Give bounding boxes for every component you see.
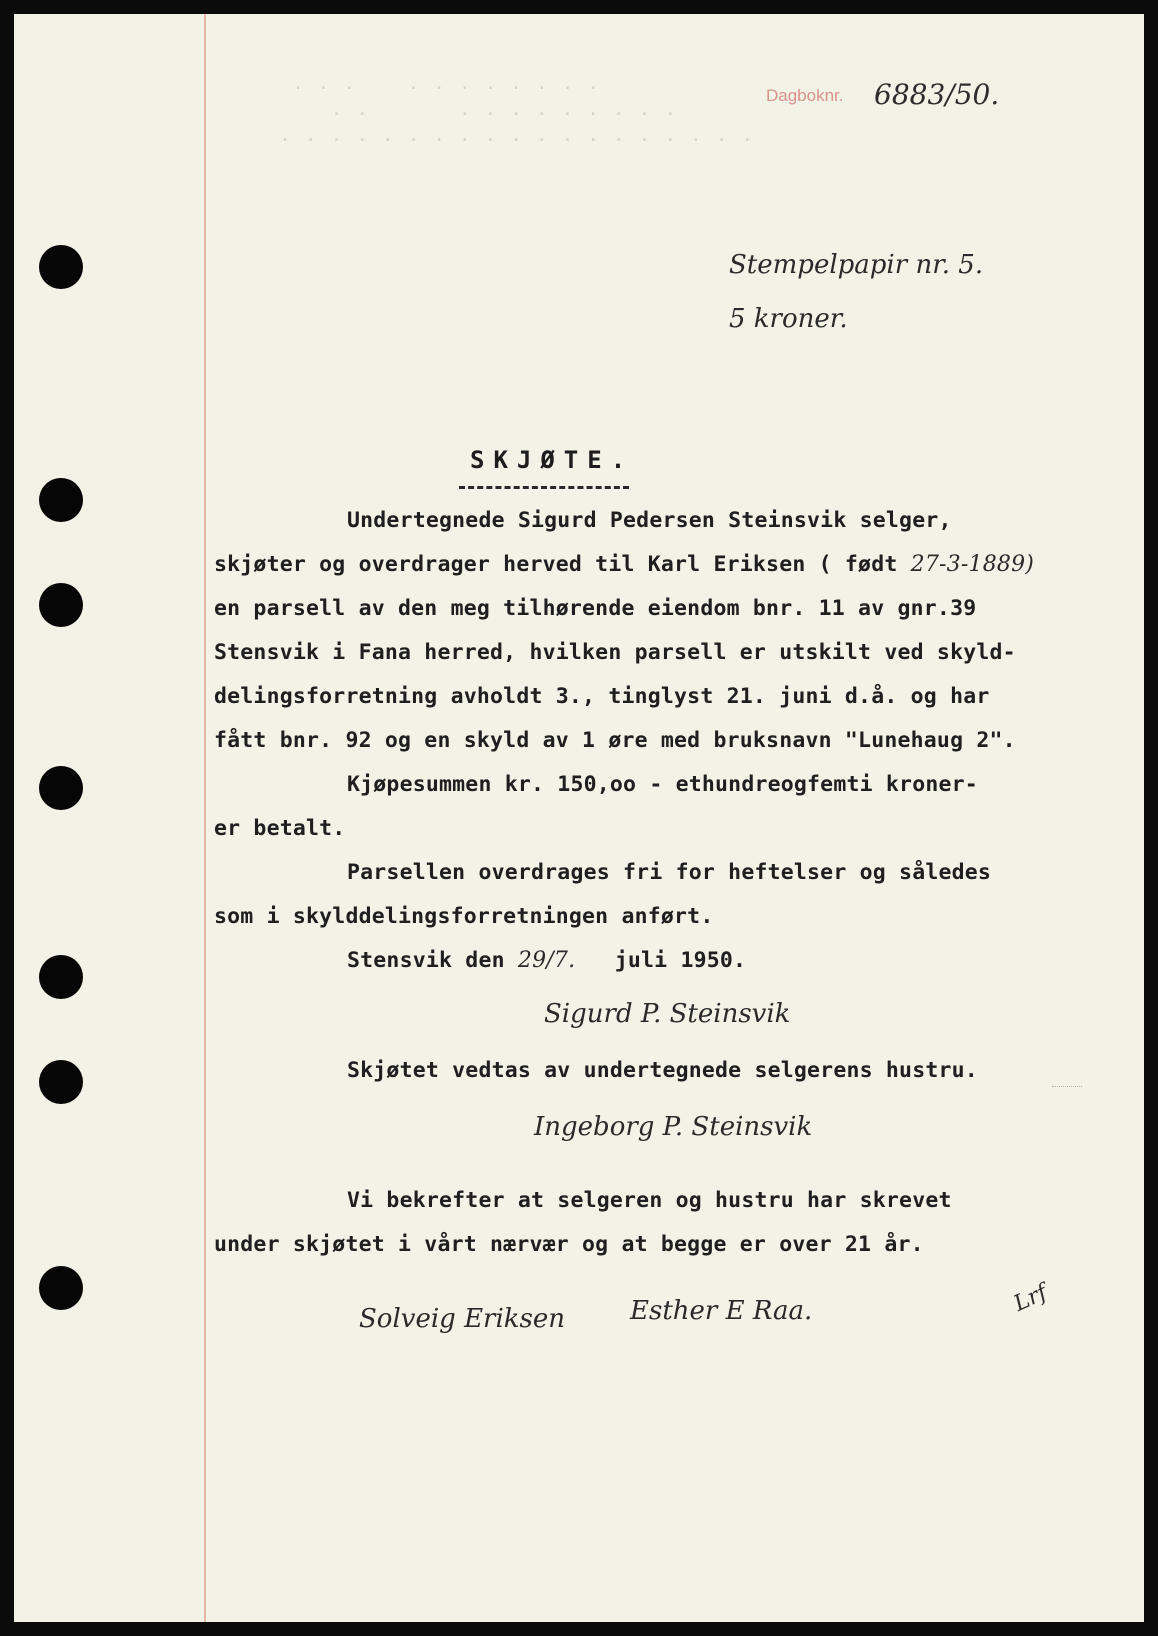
title-underline: [459, 486, 629, 489]
pencil-mark: [1052, 1086, 1082, 1105]
initials-mark: Lrf: [1010, 1280, 1052, 1317]
text-line: Vi bekrefter at selgeren og hustru har skrevet: [347, 1188, 952, 1213]
witness-signature: Esther E Raa.: [630, 1296, 813, 1326]
faded-stamp-impression: · · · · · · · · · · · · · · · · · · · · · · · · · · · · · · · · · · · · · · · · ·: [279, 78, 755, 151]
punch-hole: [39, 1060, 83, 1104]
text-line: Kjøpesummen kr. 150,oo - ethundreogfemti kroner-: [347, 772, 978, 797]
dagbok-label: Dagboknr.: [766, 86, 844, 105]
punch-hole: [39, 583, 83, 627]
text-line: Parsellen overdrages fri for heftelser og således: [347, 860, 992, 885]
punch-hole: [39, 955, 83, 999]
punch-hole: [39, 1266, 83, 1310]
text-line: som i skylddelingsforretningen anført.: [214, 904, 714, 929]
text-line: Skjøtet vedtas av undertegnede selgerens hustru.: [347, 1058, 978, 1083]
document-title: SKJØTE.: [470, 446, 635, 474]
punch-hole: [39, 766, 83, 810]
witness-signature: Solveig Eriksen: [359, 1304, 566, 1334]
stamp-paper-note: Stempelpapir nr. 5.: [729, 250, 984, 280]
text-line: en parsell av den meg tilhørende eiendom bnr. 11 av gnr.39: [214, 596, 977, 621]
text-line: Undertegnede Sigurd Pedersen Steinsvik selger,: [347, 508, 952, 533]
punch-hole: [39, 478, 83, 522]
text-line: fått bnr. 92 og en skyld av 1 øre med bruksnavn "Lunehaug 2".: [214, 728, 1016, 753]
margin-line: [204, 14, 206, 1622]
text-line: under skjøtet i vårt nærvær og at begge er over 21 år.: [214, 1232, 924, 1257]
text-line: skjøter og overdrager herved til Karl Eriksen ( født 27-3-1889): [214, 552, 1035, 577]
text-line: delingsforretning avholdt 3., tinglyst 21. juni d.å. og har: [214, 684, 990, 709]
text-line: er betalt.: [214, 816, 346, 841]
date-line: Stensvik den 29/7. juli 1950.: [347, 948, 747, 973]
text-line: Stensvik i Fana herred, hvilken parsell er utskilt ved skyld-: [214, 640, 1016, 665]
dagbok-number: 6883/50.: [874, 78, 1000, 111]
seller-signature: Sigurd P. Steinsvik: [544, 999, 791, 1029]
document-page: [14, 14, 1144, 1622]
punch-hole: [39, 245, 83, 289]
stamp-paper-value: 5 kroner.: [729, 304, 848, 334]
wife-signature: Ingeborg P. Steinsvik: [534, 1112, 813, 1142]
handwritten-date: 29/7.: [517, 948, 576, 973]
handwritten-birth-date: 27-3-1889): [910, 552, 1035, 577]
